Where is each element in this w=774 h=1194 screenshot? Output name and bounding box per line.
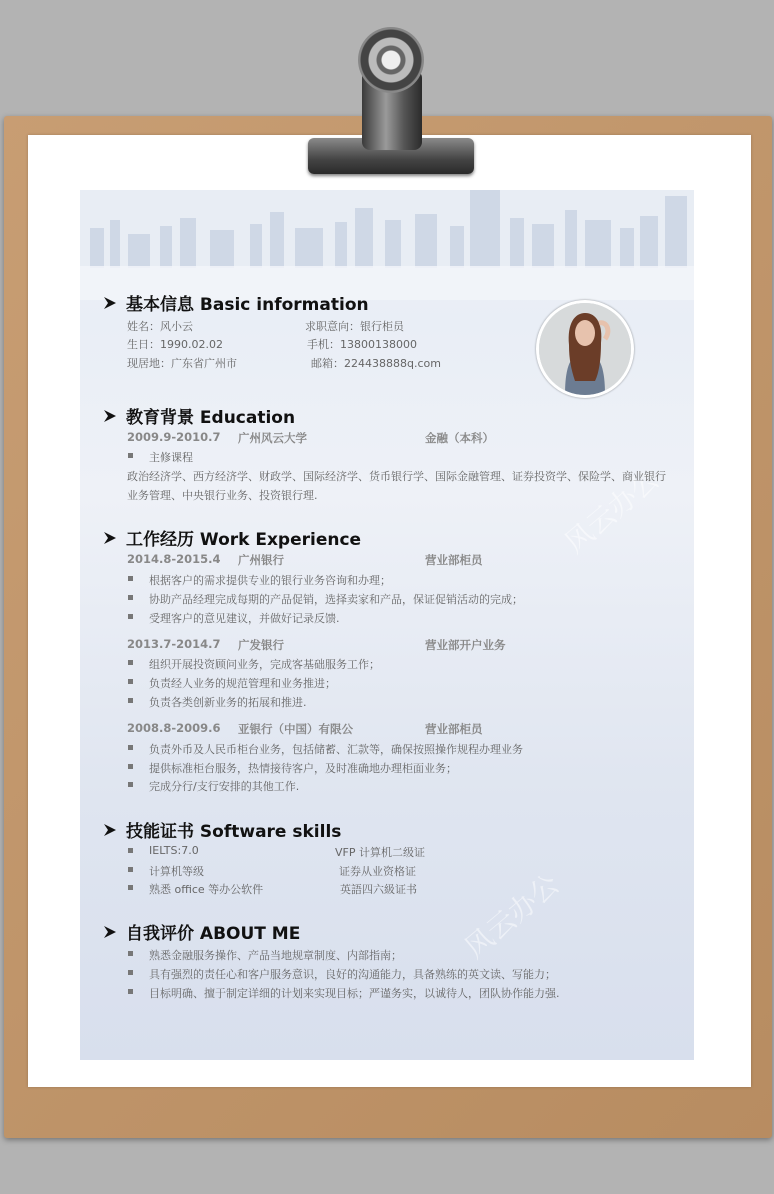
bullet-icon <box>128 576 133 581</box>
bullet-icon <box>128 679 133 684</box>
about-item: 具有强烈的责任心和客户服务意识，良好的沟通能力，具备熟练的英文读、写能力； <box>149 968 556 981</box>
job-company: 广州银行 <box>238 553 284 567</box>
skill-item: 英語四六級证书 <box>340 883 417 896</box>
job-company: 广发银行 <box>238 638 284 652</box>
city-skyline-image <box>80 190 694 300</box>
edu-period: 2009.9-2010.7 <box>127 430 221 444</box>
job-duty: 提供标准柜台服务，热情接待客户，及时准确地办理柜面业务； <box>149 762 457 775</box>
bullet-icon <box>128 660 133 665</box>
job-company: 亚银行（中国）有限公 <box>238 722 353 736</box>
bullet-icon <box>128 782 133 787</box>
job-position: 营业部柜员 <box>425 553 483 567</box>
section-work-title: 工作经历 Work Experience <box>102 525 361 550</box>
skill-item: 计算机等级 <box>149 865 204 878</box>
job-duty: 负责各类创新业务的拓展和推进. <box>149 696 307 709</box>
bullet-icon <box>128 698 133 703</box>
section-education-title: 教育背景 Education <box>102 403 295 428</box>
job-duty: 组织开展投资顾问业务，完成客基础服务工作； <box>149 658 380 671</box>
basic-job: 求职意向：银行柜员 <box>305 320 404 333</box>
edu-major: 金融（本科） <box>425 431 494 445</box>
bullet-icon <box>128 614 133 619</box>
portrait-image <box>539 303 631 395</box>
bullet-icon <box>128 951 133 956</box>
edu-course-label: 主修课程 <box>149 451 193 464</box>
section-basic-title: 基本信息 Basic information <box>102 290 369 315</box>
job-duty: 负责经人业务的规范管理和业务推进； <box>149 677 336 690</box>
bullet-icon <box>128 595 133 600</box>
basic-phone: 手机：13800138000 <box>307 338 417 351</box>
watermark-text: 风云办公 <box>458 867 566 965</box>
bullet-icon <box>128 970 133 975</box>
bullet-icon <box>128 764 133 769</box>
job-duty: 根据客户的需求提供专业的银行业务咨询和办理； <box>149 574 391 587</box>
clip-ring <box>358 27 424 93</box>
basic-birth: 生日：1990.02.02 <box>127 338 223 351</box>
job-position: 营业部柜员 <box>425 722 483 736</box>
bullet-icon <box>128 885 133 890</box>
basic-email: 邮箱：224438888q.com <box>311 357 441 370</box>
chevron-right-icon <box>102 295 120 311</box>
section-about-title: 自我评价 ABOUT ME <box>102 919 300 944</box>
job-period: 2008.8-2009.6 <box>127 721 221 735</box>
edu-course-line: 政治经济学、西方经济学、财政学、国际经济学、货币银行学、国际金融管理、证券投资学、保险学、商业银行 <box>127 470 666 483</box>
skill-item: VFP 计算机二级证 <box>335 846 425 859</box>
job-duty: 协助产品经理完成每期的产品促销，选择卖家和产品，保证促销活动的完成； <box>149 593 523 606</box>
chevron-right-icon <box>102 924 120 940</box>
bullet-icon <box>128 867 133 872</box>
bullet-icon <box>128 848 133 853</box>
skill-item: 熟悉 office 等办公软件 <box>149 883 264 896</box>
bullet-icon <box>128 989 133 994</box>
watermark-text: 风云办公 <box>558 462 666 560</box>
bullet-icon <box>128 745 133 750</box>
avatar <box>536 300 634 398</box>
chevron-right-icon <box>102 822 120 838</box>
basic-name: 姓名：风小云 <box>127 320 193 333</box>
job-duty: 受理客户的意见建议，并做好记录反馈. <box>149 612 340 625</box>
edu-course-line: 业务管理、中央银行业务、投资银行理. <box>127 489 318 502</box>
section-skills-title: 技能证书 Software skills <box>102 817 341 842</box>
about-item: 目标明确、擅于制定详细的计划来实现目标；严谨务实，以诚待人，团队协作能力强. <box>149 987 560 1000</box>
job-period: 2014.8-2015.4 <box>127 552 221 566</box>
bullet-icon <box>128 453 133 458</box>
chevron-right-icon <box>102 530 120 546</box>
about-item: 熟悉金融服务操作、产品当地规章制度、内部指南； <box>149 949 402 962</box>
skill-item: 证券从业资格证 <box>339 865 416 878</box>
basic-address: 现居地：广东省广州市 <box>127 357 237 370</box>
job-duty: 负责外币及人民币柜台业务，包括储蓄、汇款等，确保按照操作规程办理业务 <box>149 743 523 756</box>
edu-school: 广州风云大学 <box>238 431 307 445</box>
skill-item: IELTS:7.0 <box>149 844 199 857</box>
job-duty: 完成分行/支行安排的其他工作. <box>149 780 300 793</box>
job-position: 营业部开户业务 <box>425 638 506 652</box>
job-period: 2013.7-2014.7 <box>127 637 221 651</box>
chevron-right-icon <box>102 408 120 424</box>
